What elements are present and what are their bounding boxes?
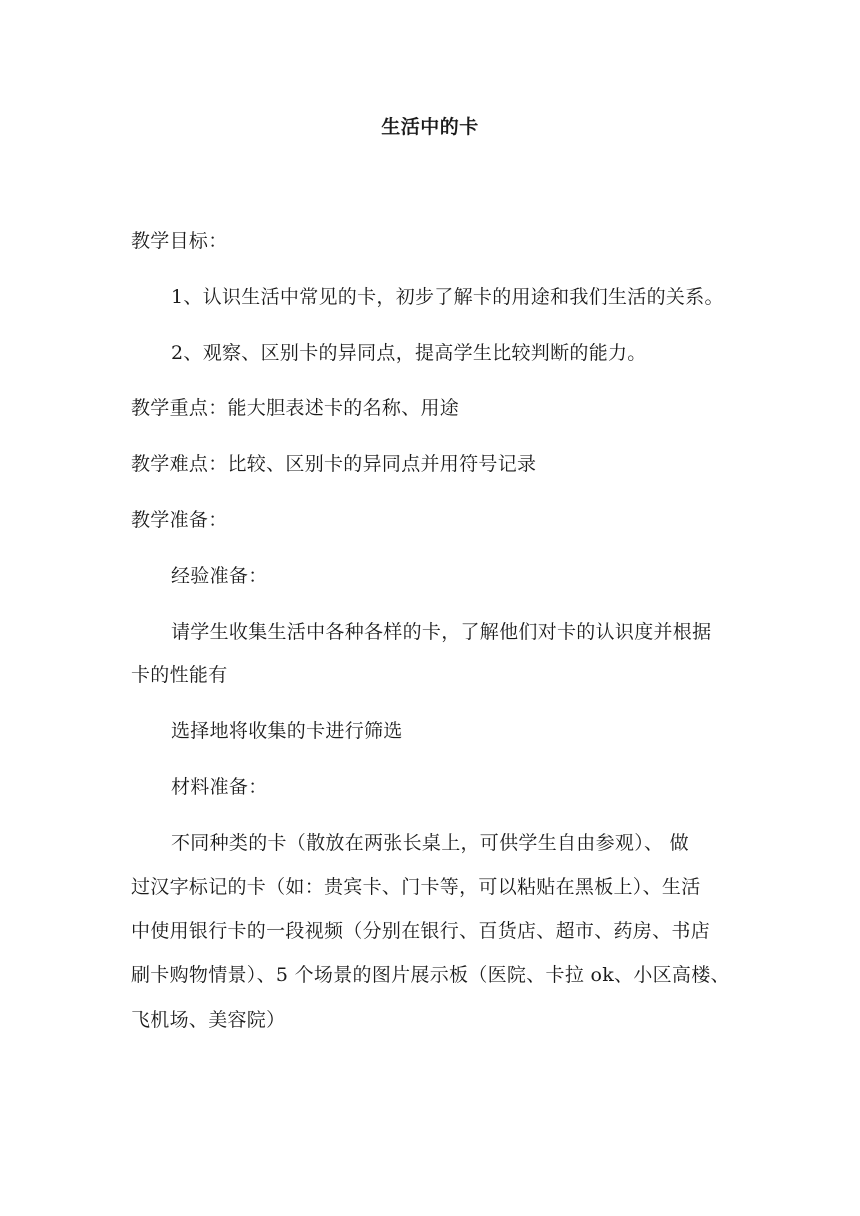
- difficult-points-line: 教学难点：比较、区别卡的异同点并用符号记录: [131, 453, 537, 475]
- key-points-line: 教学重点：能大胆表述卡的名称、用途: [131, 397, 460, 419]
- subheading-material-prep: 材料准备：: [171, 776, 268, 798]
- section-heading-objectives: 教学目标：: [131, 230, 228, 252]
- paragraph-experience-line-1: 请学生收集生活中各种各样的卡，了解他们对卡的认识度并根据: [171, 621, 712, 643]
- objective-item-1: 1、认识生活中常见的卡，初步了解卡的用途和我们生活的关系。: [171, 286, 724, 308]
- paragraph-materials-line-5: 飞机场、美容院）: [131, 1009, 286, 1031]
- paragraph-materials-line-1: 不同种类的卡（散放在两张长桌上，可供学生自由参观）、 做: [171, 832, 689, 854]
- paragraph-selection-line: 选择地将收集的卡进行筛选: [171, 720, 403, 742]
- paragraph-materials-line-4: 刷卡购物情景）、5 个场景的图片展示板（医院、卡拉 ok、小区高楼、: [131, 964, 730, 986]
- objective-item-2: 2、观察、区别卡的异同点，提高学生比较判断的能力。: [171, 342, 647, 364]
- paragraph-materials-line-2: 过汉字标记的卡（如：贵宾卡、门卡等，可以粘贴在黑板上）、生活: [131, 876, 701, 898]
- paragraph-experience-line-2: 卡的性能有: [131, 664, 228, 686]
- paragraph-materials-line-3: 中使用银行卡的一段视频（分别在银行、百货店、超市、药房、书店: [131, 920, 711, 942]
- subheading-experience-prep: 经验准备：: [171, 565, 268, 587]
- document-title: 生活中的卡: [381, 116, 479, 138]
- section-heading-preparation: 教学准备：: [131, 509, 228, 531]
